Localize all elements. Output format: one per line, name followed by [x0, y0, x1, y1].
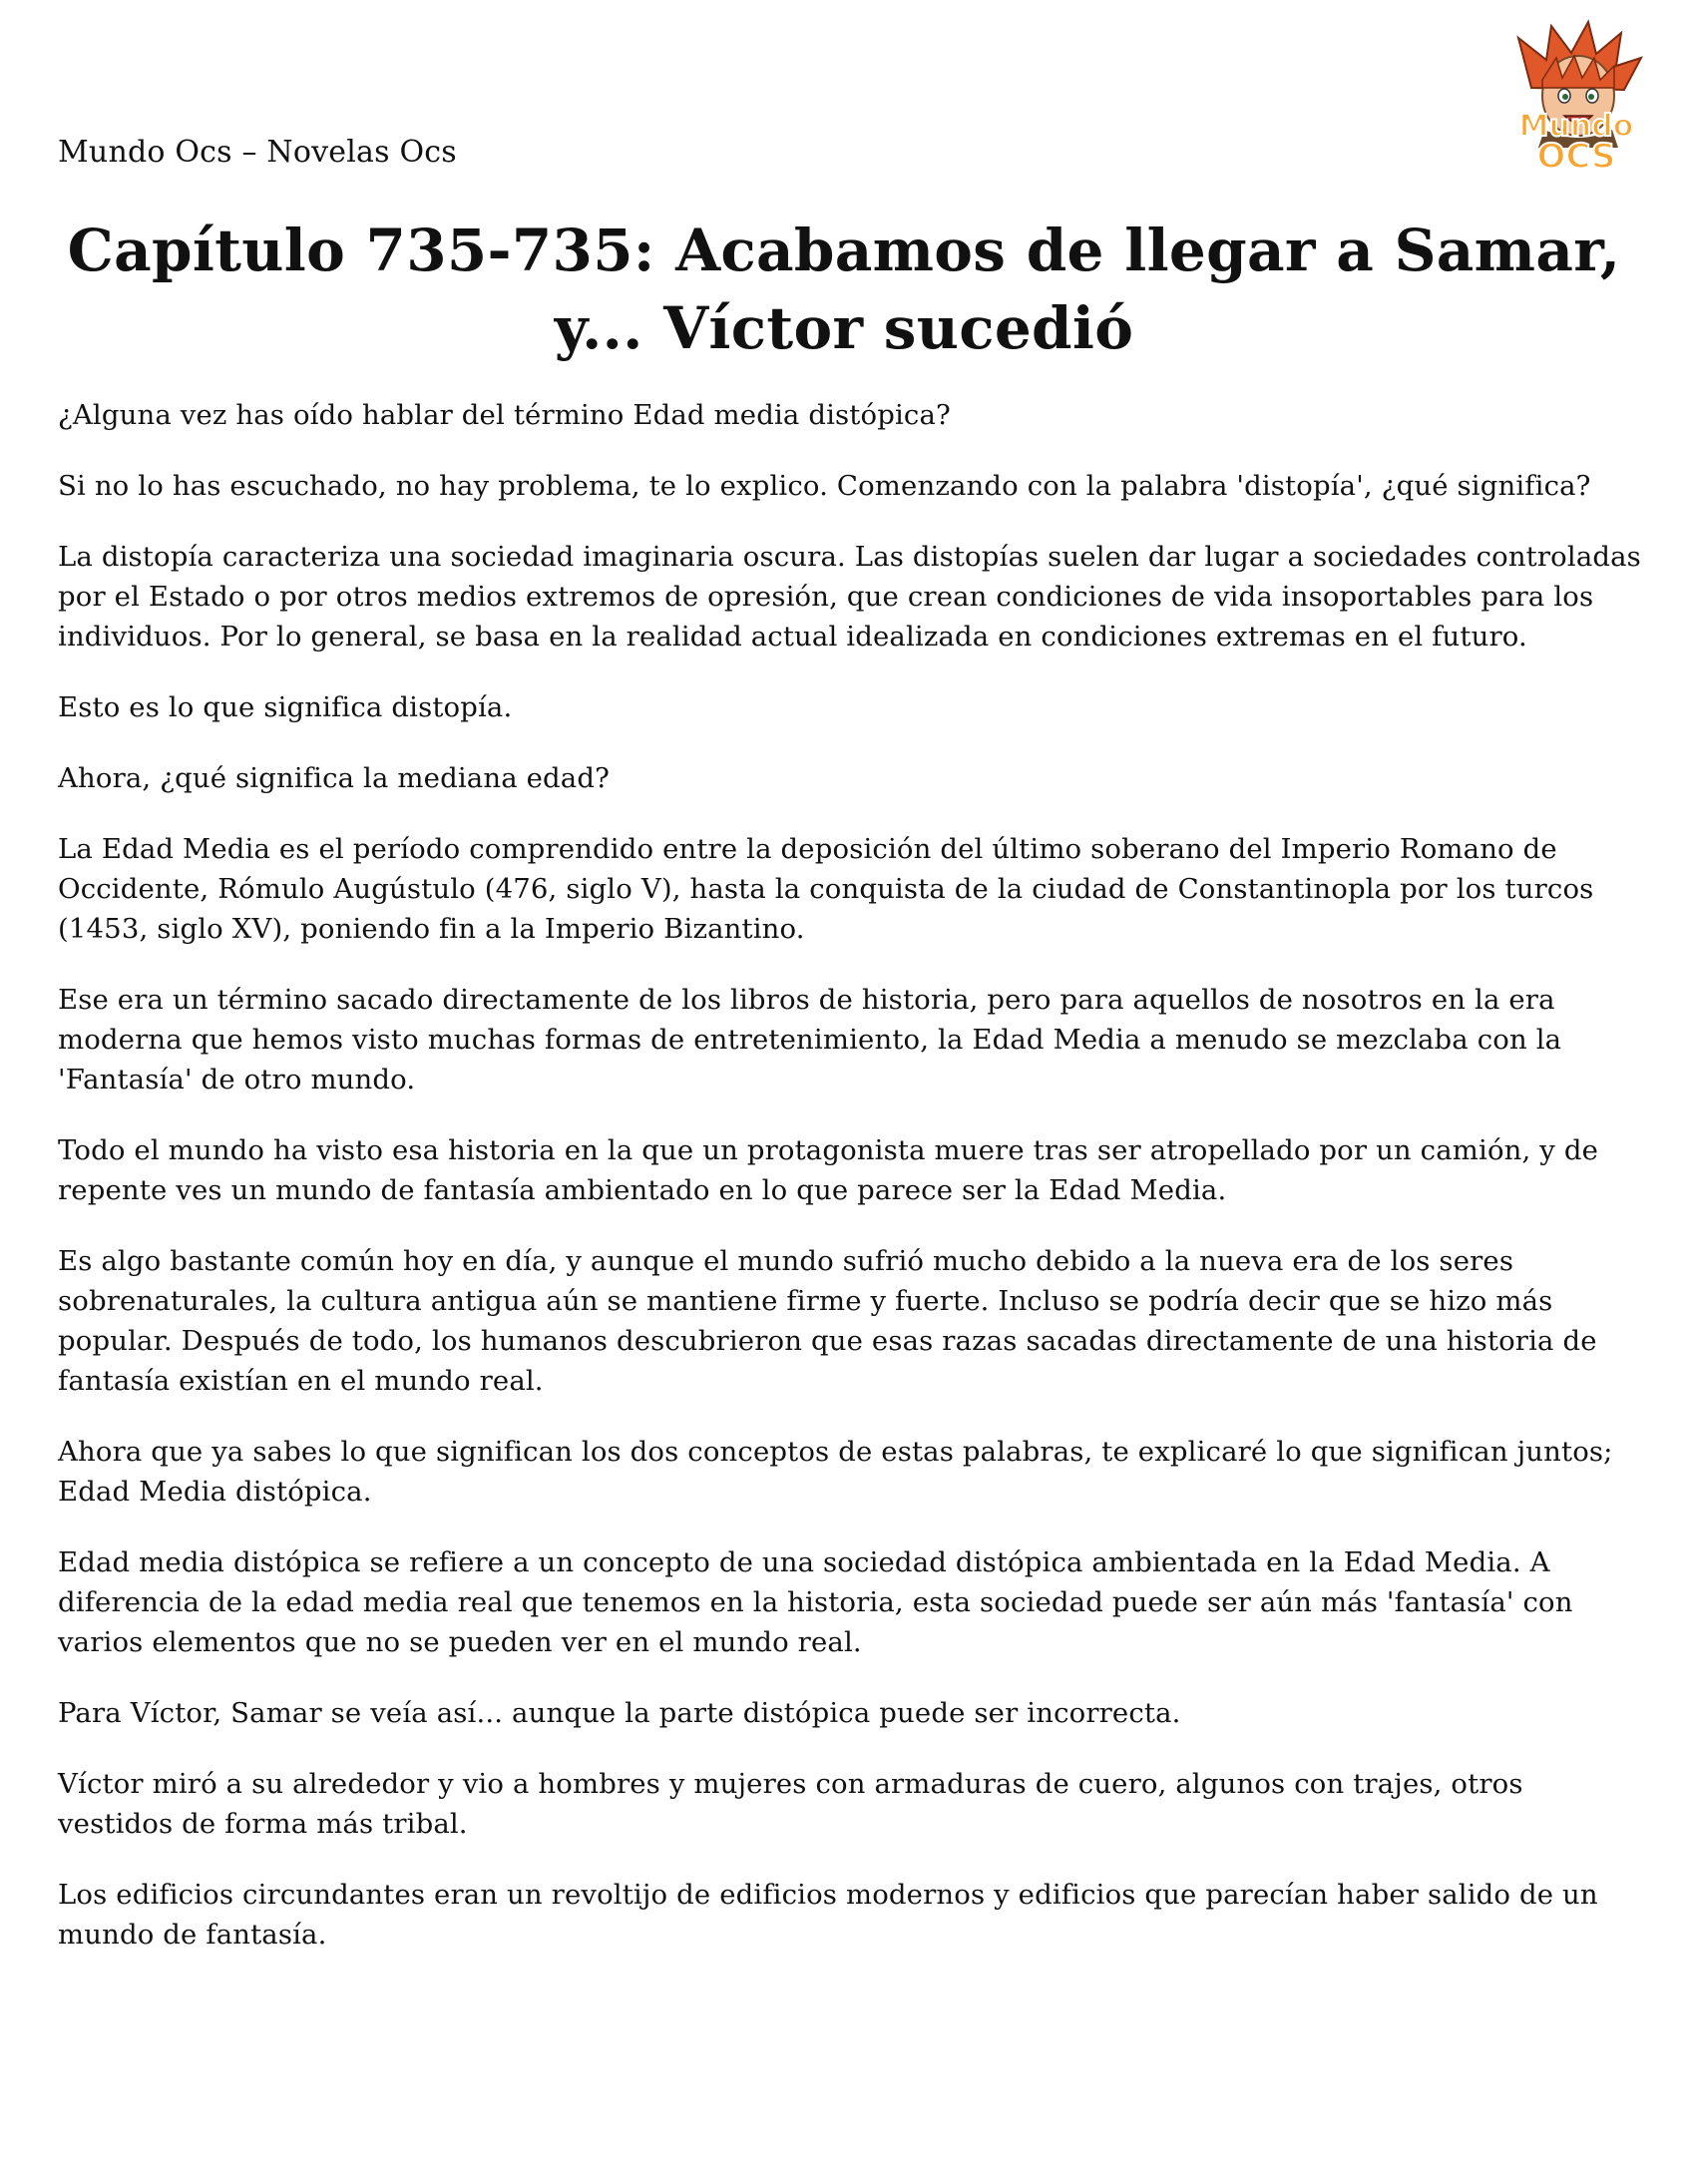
chapter-title: Capítulo 735-735: Acabamos de llegar a Samar, y... Víctor sucedió	[67, 217, 1621, 362]
paragraph: ¿Alguna vez has oído hablar del término Edad media distópica?	[58, 399, 951, 431]
paragraph: Víctor miró a su alrededor y vio a hombres y mujeres con armaduras de cuero, algunos con trajes, otros vestidos de forma más tribal.	[58, 1768, 1523, 1840]
site-header-label: Mundo Ocs – Novelas Ocs	[58, 135, 457, 170]
logo-text-bottom: OCS	[1536, 137, 1616, 177]
paragraph: Ahora, ¿qué significa la mediana edad?	[58, 762, 611, 794]
paragraph: Los edificios circundantes eran un revoltijo de edificios modernos y edificios que parecían haber salido de un mundo de fantasía.	[58, 1879, 1598, 1951]
paragraph: Todo el mundo ha visto esa historia en la que un protagonista muere tras ser atropellado por un camión, y de repente ves un mundo de fantasía ambientado en lo que parece ser la Edad Media.	[58, 1134, 1599, 1206]
logo-text-top: Mundo	[1518, 109, 1634, 144]
paragraph: Ahora que ya sabes lo que significan los dos conceptos de estas palabras, te explicaré lo que significan juntos; Edad Media distópica.	[58, 1436, 1613, 1508]
paragraph: Si no lo has escuchado, no hay problema, te lo explico. Comenzando con la palabra 'distopía', ¿qué significa?	[58, 470, 1591, 502]
paragraph: Ese era un término sacado directamente de los libros de historia, pero para aquellos de nosotros en la era moderna que hemos visto muchas formas de entretenimiento, la Edad Media a menudo se mezclaba con la 'Fantasía' de otro mundo.	[58, 984, 1562, 1095]
mundo-ocs-logo-icon	[1496, 18, 1656, 178]
paragraph: La Edad Media es el período comprendido entre la deposición del último soberano del Imperio Romano de Occidente, Rómulo Augústulo (476, siglo V), hasta la conquista de la ciudad de Constantinopla por los turcos (1453, siglo XV), poniendo fin a la Imperio Bizantino.	[58, 833, 1594, 945]
paragraph: Para Víctor, Samar se veía así... aunque la parte distópica puede ser incorrecta.	[58, 1697, 1181, 1729]
paragraph: Edad media distópica se refiere a un concepto de una sociedad distópica ambientada en la Edad Media. A diferencia de la edad media real que tenemos en la historia, esta sociedad puede ser aún más 'fantasía' con varios elementos que no se pueden ver en el mundo real.	[58, 1546, 1573, 1658]
paragraph: Esto es lo que significa distopía.	[58, 691, 513, 723]
paragraph: La distopía caracteriza una sociedad imaginaria oscura. Las distopías suelen dar lugar a sociedades controladas por el Estado o por otros medios extremos de opresión, que crean condiciones de vida insoportables para los individuos. Por lo general, se basa en la realidad actual idealizada en condiciones extremas en el futuro.	[58, 541, 1641, 653]
paragraph: Es algo bastante común hoy en día, y aunque el mundo sufrió mucho debido a la nueva era de los seres sobrenaturales, la cultura antigua aún se mantiene firme y fuerte. Incluso se podría decir que se hizo más popular. Después de todo, los humanos descubrieron que esas razas sacadas directamente de una historia de fantasía existían en el mundo real.	[58, 1245, 1597, 1397]
chapter-body	[58, 395, 1644, 1985]
